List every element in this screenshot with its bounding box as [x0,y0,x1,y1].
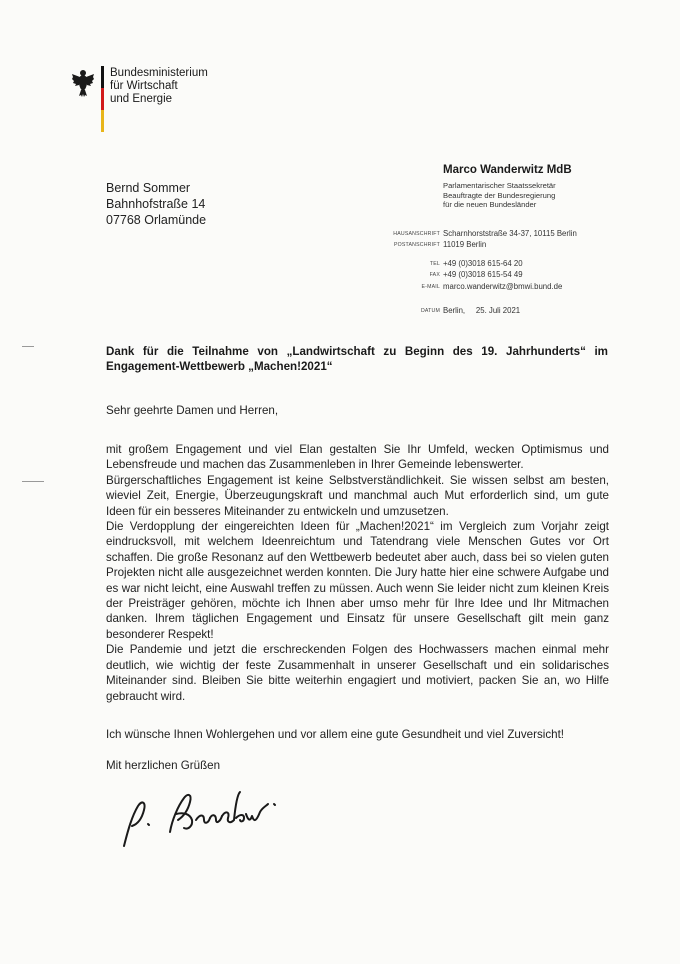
body-paragraph: mit großem Engagement und viel Elan gestalten Sie Ihr Umfeld, wecken Optimismus und Lebensfreude und machen das Zusammenleben in Ihrer Gemeinde lebenswerter. [106,443,609,472]
contact-row [330,270,630,281]
flag-red-stripe [101,88,104,110]
ministry-line: für Wirtschaft [110,80,178,92]
ministry-name [110,67,208,106]
sender-name: Marco Wanderwitz MdB [443,164,572,176]
contact-value: 11019 Berlin [443,240,487,249]
sender-role: Parlamentarischer Staatssekretär [443,181,556,190]
body-paragraph: Bürgerschaftliches Engagement ist keine Selbstverständlichkeit. Sie wissen selbst am besten, wieviel Zeit, Energie, Überzeugungskraft und manchmal auch Mut erforderlich sind, um gute Ideen für ein besseres Miteinander zu entwickeln und umzusetzen. [106,473,609,518]
fold-mark [22,346,34,347]
letter-subject: Dank für die Teilnahme von „Landwirtschaft zu Beginn des 19. Jahrhunderts“ im Engagement-Wettbewerb „Machen!2021“ [106,345,608,373]
recipient-street: Bahnhofstraße 14 [106,197,206,211]
contact-value: Scharnhorststraße 34-37, 10115 Berlin [443,229,577,238]
sender-role: Beauftragte der Bundesregierung [443,190,556,200]
sender-role: für die neuen Bundesländer [443,200,537,209]
german-flag-bar [101,66,104,132]
sender-roles [443,181,556,210]
contact-row [330,240,630,251]
contact-label: POSTANSCHRIFT [393,242,440,248]
ministry-line: Bundesministerium [110,67,208,79]
contact-row [330,282,630,293]
letter-body [106,442,609,704]
contact-label: DATUM [420,308,440,314]
contact-value: +49 (0)3018 615-64 20 [443,259,523,268]
recipient-city: 07768 Orlamünde [106,213,207,227]
punch-mark [22,481,44,482]
contact-value: +49 (0)3018 615-54 49 [443,270,523,279]
handwritten-signature [118,780,288,850]
salutation: Sehr geehrte Damen und Herren, [106,404,279,417]
recipient-name: Bernd Sommer [106,181,191,195]
recipient-address [106,180,206,228]
contact-label: E-MAIL [421,284,440,290]
contact-label: TEL [429,261,440,267]
federal-eagle-icon [72,68,94,98]
body-paragraph: Die Pandemie und jetzt die erschreckenden Folgen des Hochwassers machen einmal mehr deutlich, wie wichtig der feste Zusammenhalt in unserer Gesellschaft und ein solidarisches Miteinander sind. Bleiben Sie bitte weiterhin engagiert und motiviert, packen Sie an, wo Hilfe gebraucht wird. [106,643,609,703]
wishes-line: Ich wünsche Ihnen Wohlergehen und vor allem eine gute Gesundheit und viel Zuversicht! [106,728,565,741]
body-paragraph: Die Verdopplung der eingereichten Ideen für „Machen!2021“ im Vergleich zum Vorjahr zeigt eindrucksvoll, mit welchem Ideenreichtum und Tatendrang viele Menschen Gutes vor Ort schaffen. Die große Resonanz auf den Wettbewerb bedeutet aber auch, dass bei so vielen guten Projekten nicht alle ausgezeichnet werden konnten. Die Jury hatte hier eine schwere Aufgabe und es war nicht leicht, eine Auswahl treffen zu müssen. Auch wenn Sie leider nicht zum kleinen Kreis der Preisträger gehören, möchte ich Ihnen aber umso mehr für Ihre Idee und Ihr Mitmachen danken. Ihrem täglichen Engagement und Einsatz für unsere Gesellschaft gilt mein ganz besonderer Respekt! [106,520,609,641]
contact-value: Berlin, 25. Juli 2021 [443,306,521,315]
flag-gold-stripe [101,110,104,132]
contact-row [330,259,630,270]
closing-line: Mit herzlichen Grüßen [106,759,221,772]
contact-label: FAX [429,272,440,278]
contact-row [330,306,630,317]
contact-row [330,229,630,240]
ministry-line: und Energie [110,93,173,105]
flag-black-stripe [101,66,104,88]
contact-value: marco.wanderwitz@bmwi.bund.de [443,282,563,291]
contact-label: HAUSANSCHRIFT [393,231,440,237]
